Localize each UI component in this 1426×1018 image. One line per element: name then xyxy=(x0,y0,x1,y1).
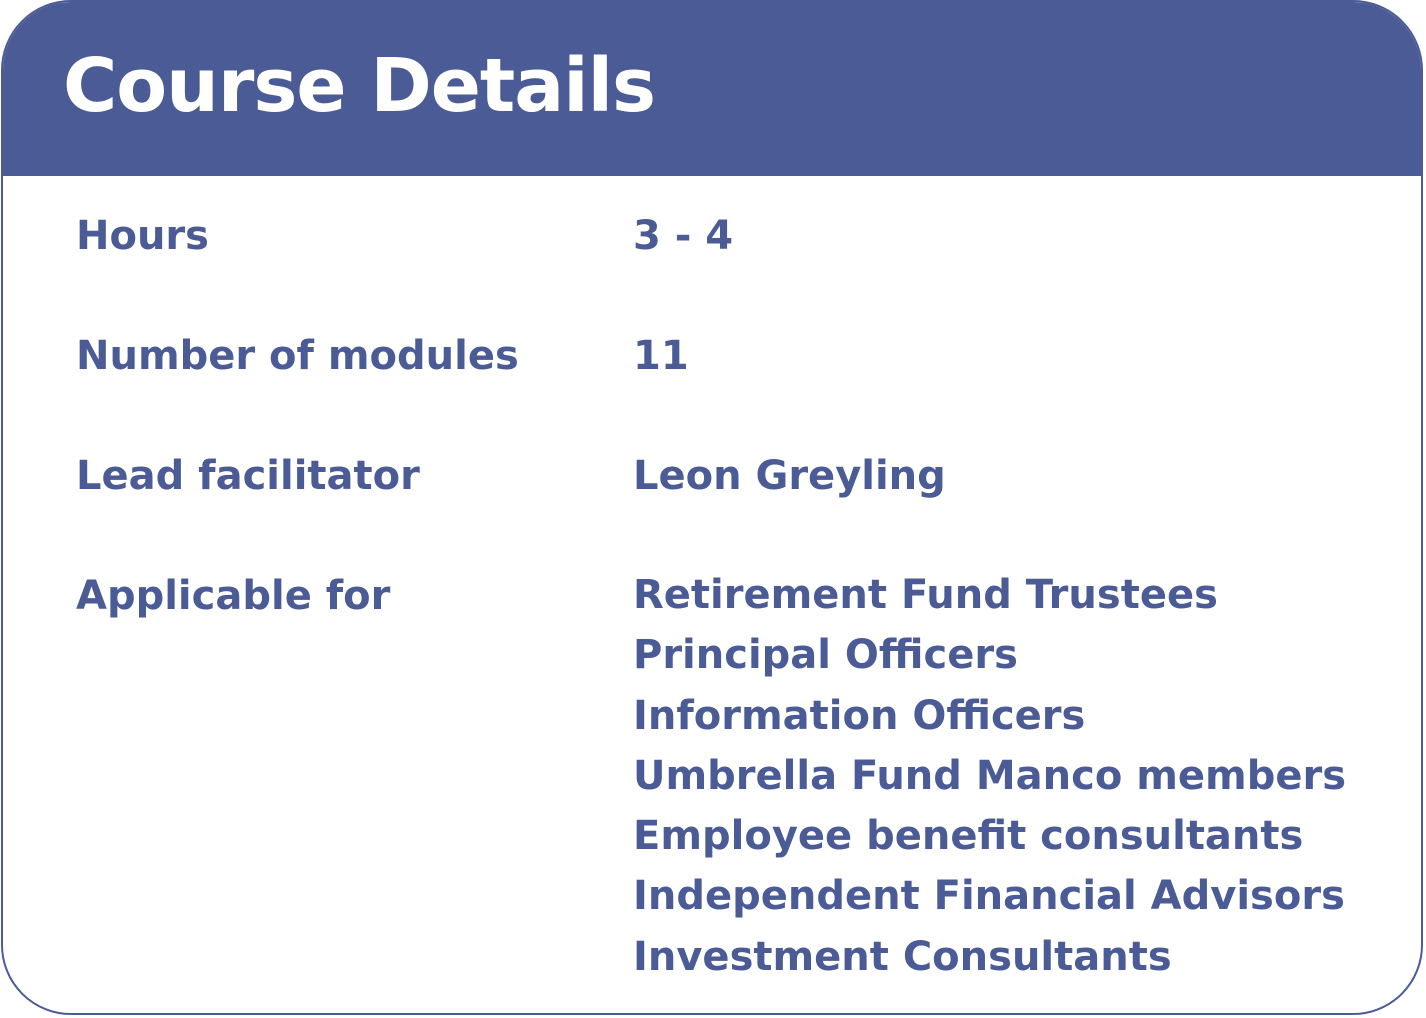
list-item: Employee benefit consultants xyxy=(633,813,1304,860)
facilitator-value: Leon Greyling xyxy=(633,453,946,499)
modules-value: 11 xyxy=(633,333,689,379)
modules-label: Number of modules xyxy=(76,333,519,379)
applicable-label: Applicable for xyxy=(76,573,391,619)
card-header xyxy=(3,2,1421,176)
applicable-list xyxy=(633,565,1346,987)
page-title: Course Details xyxy=(63,43,656,129)
hours-label: Hours xyxy=(76,213,209,259)
list-item: Principal Officers xyxy=(633,632,1018,679)
course-details-card xyxy=(1,0,1423,1015)
list-item: Independent Financial Advisors xyxy=(633,873,1345,920)
list-item: Umbrella Fund Manco members xyxy=(633,752,1347,799)
hours-value: 3 - 4 xyxy=(633,213,734,259)
list-item: Retirement Fund Trustees xyxy=(633,572,1218,618)
list-item: Investment Consultants xyxy=(633,933,1172,980)
facilitator-label: Lead facilitator xyxy=(76,453,420,499)
list-item: Information Officers xyxy=(633,692,1086,739)
